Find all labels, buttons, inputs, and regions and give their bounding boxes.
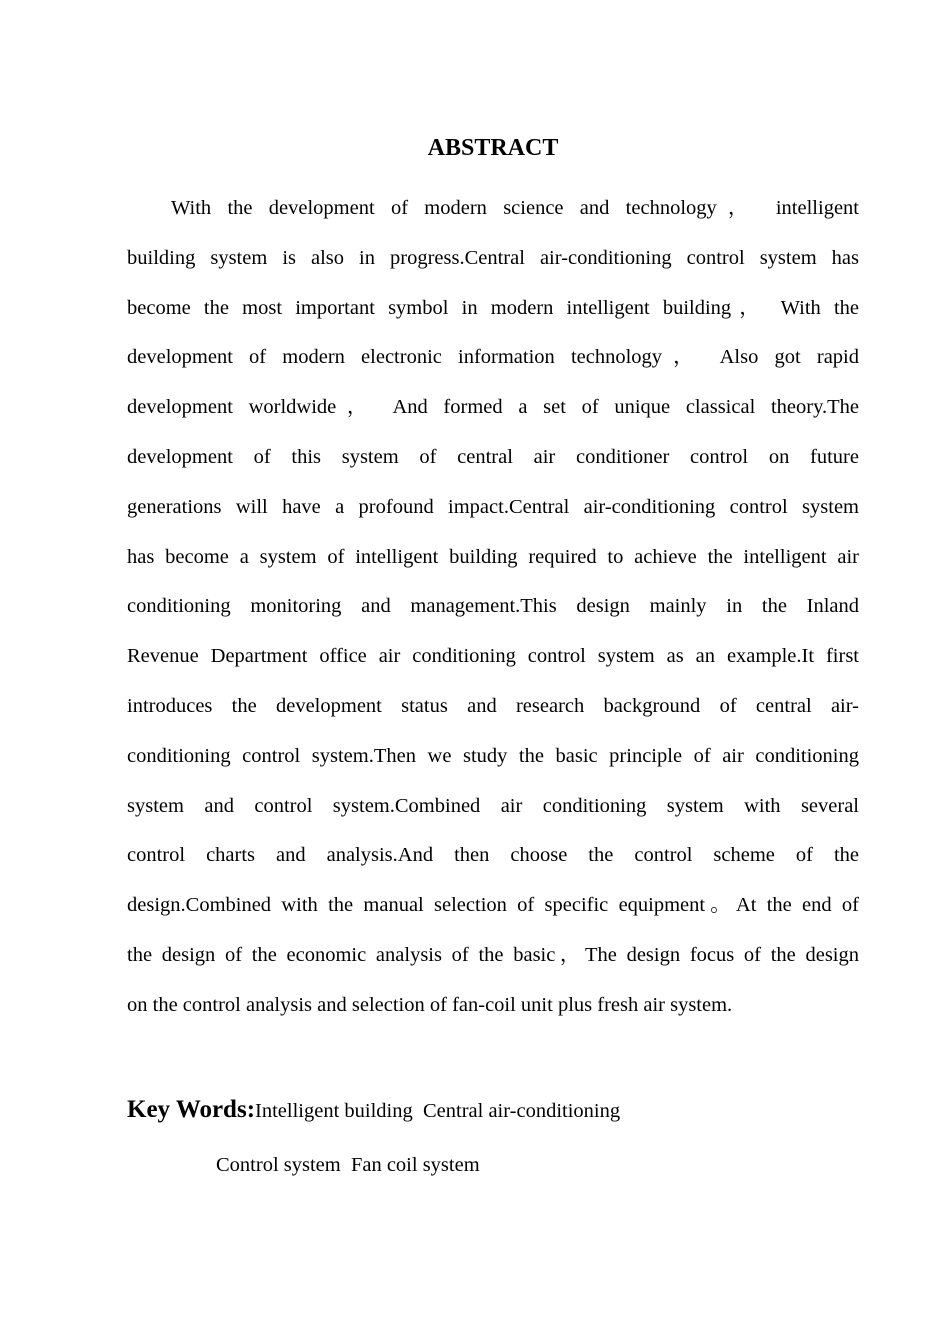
abstract-line: generations will have a profound impact.Central air-conditioning control system [127, 495, 859, 518]
keywords-text-1: Intelligent building Central air-conditioning [255, 1100, 621, 1122]
abstract-line: on the control analysis and selection of fan-coil unit plus fresh air system. [127, 993, 733, 1016]
keywords-label: Key Words: [127, 1096, 256, 1123]
abstract-line: control charts and analysis.And then choose the control scheme of the [127, 844, 859, 867]
abstract-line: system and control system.Combined air conditioning system with several [127, 794, 859, 817]
keywords-line-1 [127, 1096, 620, 1124]
abstract-line: become the most important symbol in modern intelligent building， With the [127, 296, 859, 319]
abstract-line: development of this system of central air conditioner control on future [127, 445, 859, 468]
abstract-title: ABSTRACT [427, 135, 559, 161]
abstract-body [127, 194, 859, 1041]
abstract-line: design.Combined with the manual selection of specific equipment。At the end of [127, 894, 859, 917]
abstract-line: conditioning control system.Then we study the basic principle of air conditioning [127, 744, 859, 767]
abstract-line: With the development of modern science and technology， intelligent [171, 197, 859, 219]
abstract-line: has become a system of intelligent building required to achieve the intelligent air [127, 545, 859, 568]
abstract-line: the design of the economic analysis of the basic，The design focus of the design [127, 943, 859, 966]
abstract-line: building system is also in progress.Central air-conditioning control system has [127, 246, 859, 269]
keywords-text-2: Control system Fan coil system [216, 1154, 480, 1176]
abstract-line: development worldwide， And formed a set of unique classical theory.The [127, 396, 859, 419]
abstract-line: development of modern electronic information technology， Also got rapid [127, 346, 859, 369]
abstract-line: Revenue Department office air conditioning control system as an example.It first [127, 645, 859, 668]
abstract-line: conditioning monitoring and management.This design mainly in the Inland [127, 595, 859, 618]
abstract-line: introduces the development status and research background of central air- [127, 694, 859, 717]
